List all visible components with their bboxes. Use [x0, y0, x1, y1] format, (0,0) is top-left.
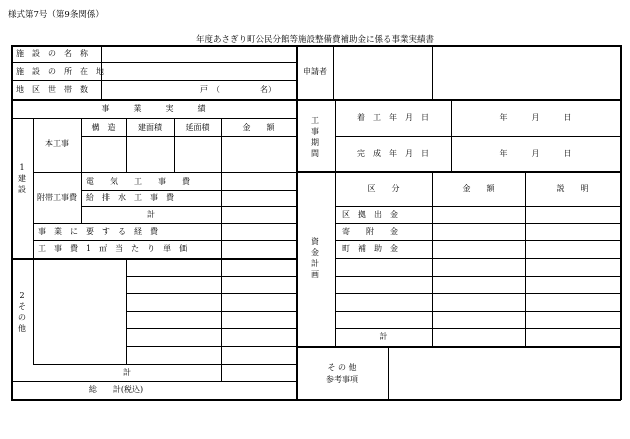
start-date-label: 着 工 年 月 日 — [357, 113, 429, 122]
households-unit: 戸 （ 名） — [200, 85, 276, 94]
electrical-work-label: 電 気 工 事 費 — [86, 177, 190, 186]
form-number: 様式第7号（第9条関係） — [8, 10, 104, 20]
facility-address-label: 施 設 の 所 在 地 — [16, 67, 104, 76]
start-date-value: 年 月 日 — [499, 113, 572, 122]
category-header: 区 分 — [367, 184, 400, 193]
floor-area-header: 延面積 — [185, 123, 210, 132]
unit-price-label: 工 事 費 1 ㎡ 当 た り 単 価 — [38, 244, 188, 253]
town-subsidy-label: 町 補 助 金 — [342, 244, 398, 253]
notes-label: そ の 他 参考事項 — [326, 363, 358, 384]
donation-label: 寄 附 金 — [342, 227, 398, 236]
project-results-header: 事 業 実 績 — [101, 104, 206, 113]
explanation-header: 説 明 — [556, 184, 589, 193]
construction-subtotal-label: 計 — [147, 210, 155, 219]
auxiliary-work-label: 附帯工事費 — [37, 193, 77, 202]
end-date-value: 年 月 日 — [499, 149, 572, 158]
project-expense-label: 事 業 に 要 す る 経 費 — [38, 227, 158, 236]
construction-section-label: 1建設 — [18, 163, 26, 194]
amount-header: 金 額 — [242, 123, 275, 132]
funding-total-label: 計 — [379, 332, 388, 341]
funding-plan-label: 資金計画 — [311, 237, 319, 279]
structure-header: 構 造 — [91, 123, 116, 132]
district-contribution-label: 区 拠 出 金 — [342, 210, 398, 219]
funding-amount-header: 金 額 — [462, 184, 495, 193]
document-title: 年度あさぎり町公民分館等施設整備費補助金に係る事業実績書 — [195, 35, 434, 45]
facility-name-label: 施 設 の 名 称 — [16, 49, 88, 58]
plumbing-work-label: 給 排 水 工 事 費 — [86, 193, 174, 202]
other-section-label: 2その他 — [18, 291, 26, 333]
households-label: 地 区 世 帯 数 — [16, 85, 88, 94]
main-work-label: 本工事 — [45, 139, 69, 148]
grand-total-label: 総 計(税込) — [88, 385, 144, 394]
construction-period-label: 工事期間 — [311, 116, 319, 158]
other-subtotal-label: 計 — [123, 368, 131, 377]
end-date-label: 完 成 年 月 日 — [357, 149, 429, 158]
building-area-header: 建面積 — [138, 123, 162, 132]
applicant-label: 申請者 — [303, 67, 327, 76]
